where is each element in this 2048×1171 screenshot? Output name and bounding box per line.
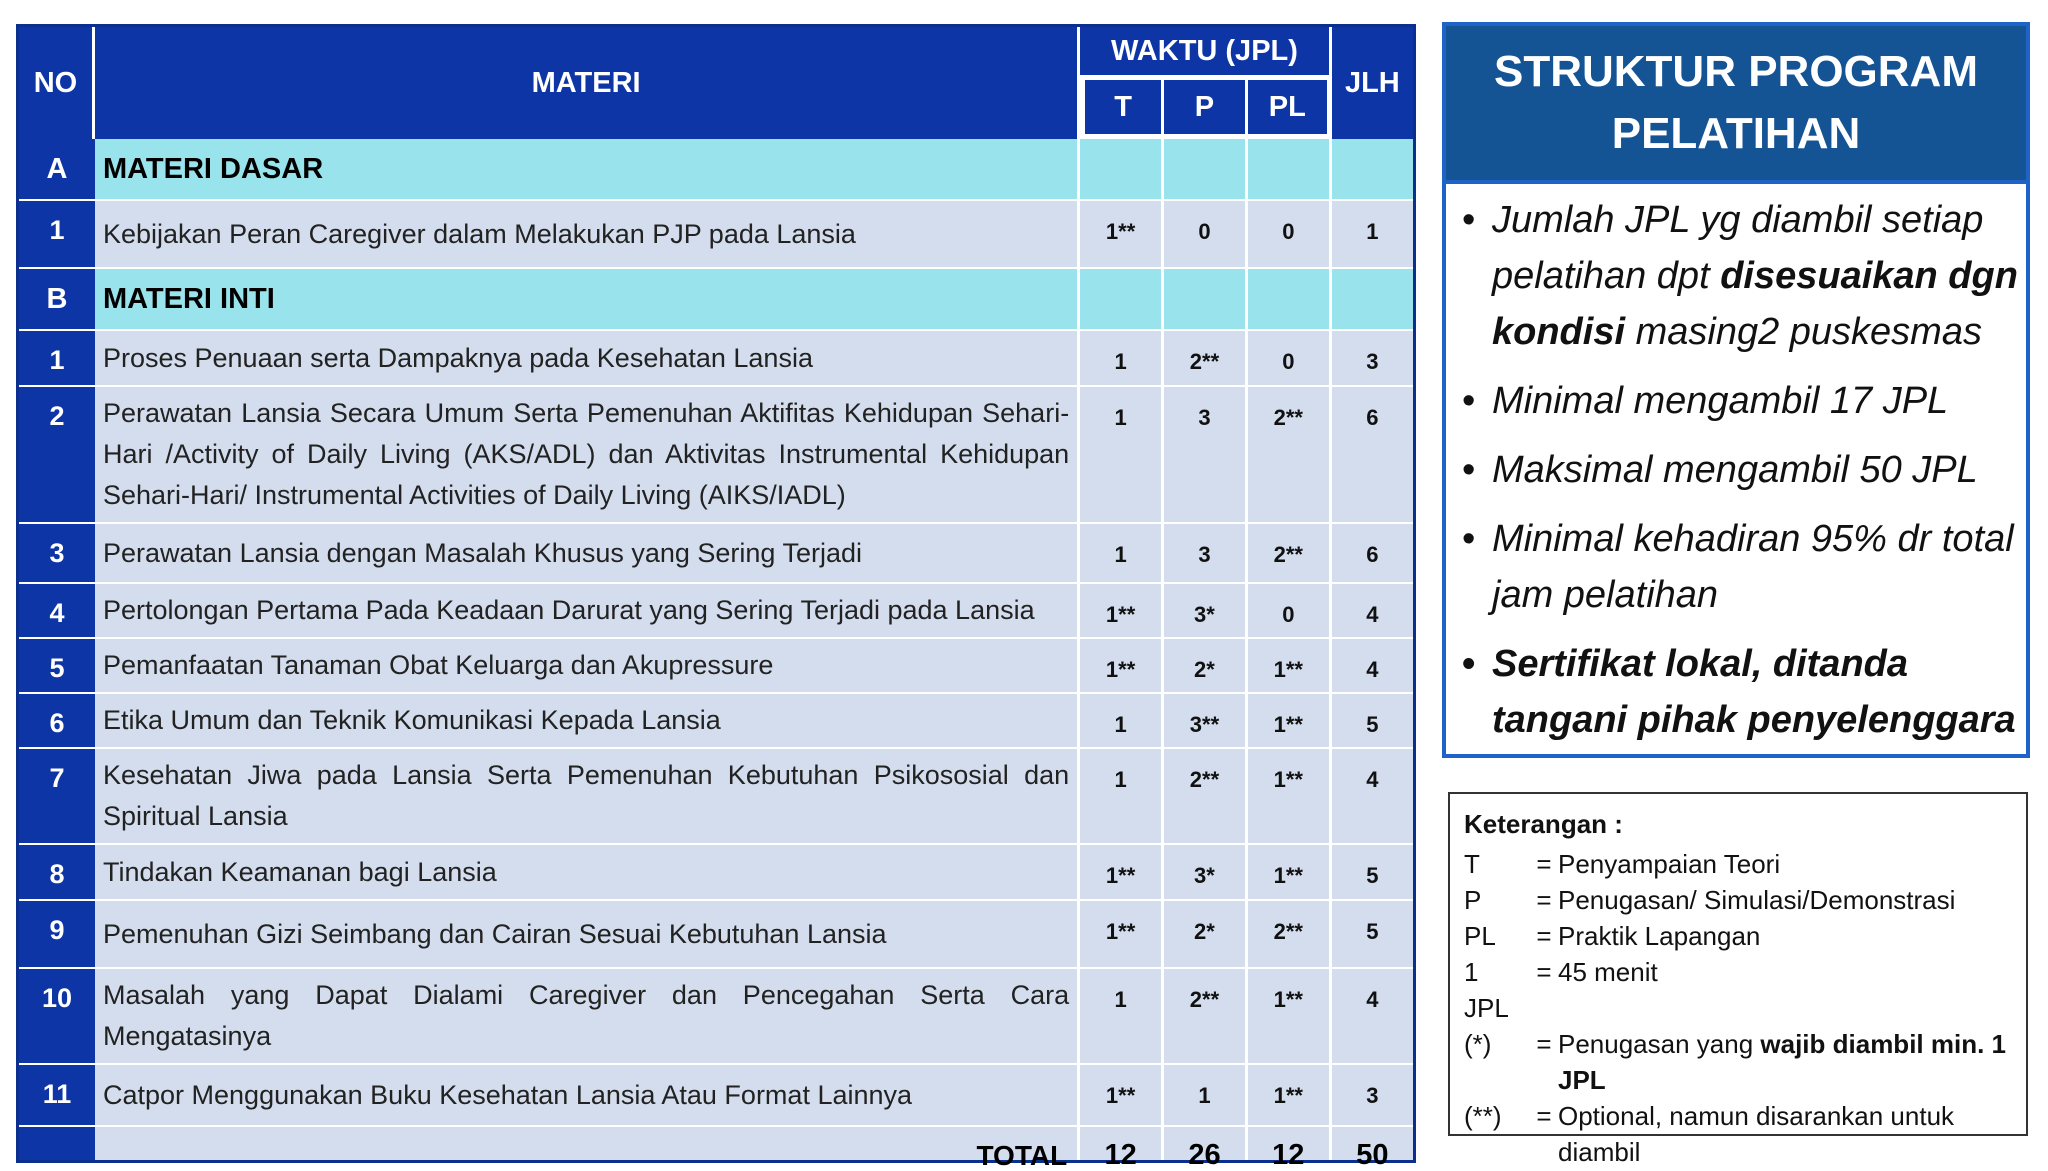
legend-equals: = (1536, 957, 1552, 987)
total-label-cell (95, 1127, 1080, 1171)
row-materi: Pemenuhan Gizi Seimbang dan Cairan Sesuai Kebutuhan Lansia (95, 901, 1080, 969)
legend-key: T (1464, 849, 1480, 879)
program-item (1462, 442, 2018, 498)
section-cell (1080, 139, 1164, 201)
row-p: 3 (1164, 387, 1248, 524)
row-pl: 1** (1248, 969, 1332, 1065)
row-number: 2 (19, 387, 95, 524)
row-t: 1 (1080, 969, 1164, 1065)
section-cell (1248, 139, 1332, 201)
program-item-text: Jumlah JPL yg diambil setiap pelatihan dpt (1492, 199, 1984, 297)
total-t: 12 (1104, 1139, 1137, 1171)
row-p: 1 (1164, 1065, 1248, 1127)
legend-row (1464, 918, 2012, 954)
row-number: 11 (19, 1065, 95, 1127)
header-no: NO (19, 27, 95, 139)
legend-desc (1558, 1026, 2012, 1098)
total-number-cell (19, 1127, 95, 1160)
legend-desc: Penugasan/ Simulasi/Demonstrasi (1558, 885, 1956, 915)
row-t: 1 (1080, 694, 1164, 749)
table-row (19, 749, 1413, 845)
row-jlh: 1 (1332, 201, 1413, 269)
row-pl: 0 (1248, 201, 1332, 269)
row-number: 4 (19, 584, 95, 639)
section-cell (1164, 269, 1248, 331)
header-pl: PL (1248, 75, 1332, 139)
legend-desc: Optional, namun disarankan untuk diambil (1558, 1101, 1955, 1167)
row-materi: Tindakan Keamanan bagi Lansia (95, 845, 1080, 901)
legend-row (1464, 1026, 2012, 1098)
row-pl: 0 (1248, 331, 1332, 387)
row-number: 3 (19, 524, 95, 584)
section-row (19, 139, 1413, 201)
row-number: 9 (19, 901, 95, 969)
header-waktu: WAKTU (JPL) (1080, 27, 1332, 75)
row-materi: Etika Umum dan Teknik Komunikasi Kepada Lansia (95, 694, 1080, 749)
row-jlh: 3 (1332, 1065, 1413, 1127)
row-materi: Catpor Menggunakan Buku Kesehatan Lansia Atau Format Lainnya (95, 1065, 1080, 1127)
legend-box (1448, 792, 2028, 1167)
row-t: 1 (1080, 331, 1164, 387)
program-item-text: masing2 puskesmas (1625, 311, 1982, 353)
table-row (19, 639, 1413, 694)
total-pl-cell (1248, 1127, 1332, 1171)
row-pl: 1** (1248, 845, 1332, 901)
row-t: 1** (1080, 639, 1164, 694)
row-pl: 2** (1248, 524, 1332, 584)
row-p: 2** (1164, 331, 1248, 387)
program-item-text: Sertifikat lokal, ditanda tangani pihak penyelenggara (1492, 643, 2016, 741)
table-row (19, 584, 1413, 639)
row-materi: Perawatan Lansia dengan Masalah Khusus yang Sering Terjadi (95, 524, 1080, 584)
header-jlh: JLH (1332, 27, 1413, 139)
row-materi: Kesehatan Jiwa pada Lansia Serta Pemenuhan Kebutuhan Psikososial dan Spiritual Lansia (95, 749, 1080, 845)
legend-equals: = (1536, 1029, 1552, 1059)
program-item-emphasis: disesuaikan dgn kondisi (1492, 255, 2018, 353)
total-row (19, 1127, 1413, 1160)
row-number: 7 (19, 749, 95, 845)
legend-desc-emphasis: wajib diambil min. 1 JPL (1558, 1029, 2006, 1095)
program-list (1446, 184, 2026, 748)
section-cell (1332, 139, 1413, 201)
section-cell (1332, 269, 1413, 331)
row-jlh: 6 (1332, 524, 1413, 584)
row-t: 1 (1080, 749, 1164, 845)
program-item (1462, 192, 2018, 360)
row-pl: 1** (1248, 749, 1332, 845)
header-materi: MATERI (95, 27, 1080, 139)
program-structure-box (1442, 22, 2030, 758)
bullet-icon: • (1462, 518, 1476, 560)
curriculum-table (16, 24, 1416, 1171)
table-row (19, 331, 1413, 387)
program-item (1462, 373, 2018, 429)
row-number: 1 (19, 331, 95, 387)
section-cell (1164, 139, 1248, 201)
row-jlh: 4 (1332, 749, 1413, 845)
row-pl: 0 (1248, 584, 1332, 639)
total-p: 26 (1188, 1139, 1221, 1171)
program-title-line1: STRUKTUR PROGRAM (1494, 47, 1978, 96)
program-title (1446, 26, 2026, 184)
row-pl: 2** (1248, 901, 1332, 969)
bullet-icon: • (1462, 449, 1476, 491)
section-label: B (19, 269, 95, 331)
row-jlh: 5 (1332, 845, 1413, 901)
program-item (1462, 511, 2018, 623)
legend-desc: Praktik Lapangan (1558, 921, 1761, 951)
legend-desc: 45 menit (1558, 957, 1658, 987)
legend-equals: = (1536, 1101, 1552, 1131)
total-label: TOTAL (976, 1140, 1068, 1171)
legend-key: 1 JPL (1464, 957, 1509, 1023)
section-label: A (19, 139, 95, 201)
row-number: 10 (19, 969, 95, 1065)
legend-desc: Penyampaian Teori (1558, 849, 1781, 879)
total-jlh: 50 (1356, 1139, 1389, 1171)
row-number: 8 (19, 845, 95, 901)
row-jlh: 4 (1332, 639, 1413, 694)
legend-key: (*) (1464, 1029, 1492, 1059)
row-pl: 1** (1248, 694, 1332, 749)
row-t: 1 (1080, 387, 1164, 524)
table-row (19, 901, 1413, 969)
row-materi: Proses Penuaan serta Dampaknya pada Kesehatan Lansia (95, 331, 1080, 387)
row-pl: 2** (1248, 387, 1332, 524)
row-p: 3 (1164, 524, 1248, 584)
total-p-cell (1164, 1127, 1248, 1171)
row-p: 3** (1164, 694, 1248, 749)
row-pl: 1** (1248, 1065, 1332, 1127)
header-p: P (1164, 75, 1248, 139)
bullet-icon: • (1462, 380, 1476, 422)
legend-equals: = (1536, 921, 1552, 951)
row-number: 5 (19, 639, 95, 694)
row-t: 1** (1080, 845, 1164, 901)
table-row (19, 524, 1413, 584)
row-materi: Perawatan Lansia Secara Umum Serta Pemenuhan Aktifitas Kehidupan Sehari-Hari /Activity of Daily Living (AKS/ADL) dan Aktivitas Instrumental Kehidupan Sehari-Hari/ Instrumental Activities of Daily Living (AIKS/IADL) (95, 387, 1080, 524)
section-title: MATERI INTI (95, 269, 1080, 331)
bullet-icon: • (1462, 199, 1476, 241)
legend-row (1464, 954, 2012, 1026)
row-p: 2* (1164, 901, 1248, 969)
program-item-text: Maksimal mengambil 50 JPL (1492, 449, 1978, 491)
table-row (19, 1065, 1413, 1127)
row-p: 3* (1164, 584, 1248, 639)
row-materi: Pertolongan Pertama Pada Keadaan Darurat yang Sering Terjadi pada Lansia (95, 584, 1080, 639)
section-cell (1080, 269, 1164, 331)
legend-desc-text: Penugasan yang (1558, 1029, 1761, 1059)
section-row (19, 269, 1413, 331)
row-jlh: 4 (1332, 969, 1413, 1065)
row-jlh: 5 (1332, 694, 1413, 749)
program-item (1462, 636, 2018, 748)
table-row (19, 387, 1413, 524)
row-p: 2* (1164, 639, 1248, 694)
table-row (19, 845, 1413, 901)
program-title-line2: PELATIHAN (1611, 109, 1861, 158)
total-jlh-cell (1332, 1127, 1413, 1171)
row-jlh: 4 (1332, 584, 1413, 639)
table-row (19, 969, 1413, 1065)
legend-row (1464, 882, 2012, 918)
legend-key: (**) (1464, 1101, 1502, 1131)
legend-key: P (1464, 885, 1482, 915)
bullet-icon: • (1462, 643, 1476, 685)
row-t: 1** (1080, 201, 1164, 269)
table-row (19, 201, 1413, 269)
row-jlh: 5 (1332, 901, 1413, 969)
total-t-cell (1080, 1127, 1164, 1171)
legend-row (1464, 846, 2012, 882)
row-jlh: 3 (1332, 331, 1413, 387)
row-t: 1** (1080, 901, 1164, 969)
row-number: 6 (19, 694, 95, 749)
row-materi: Masalah yang Dapat Dialami Caregiver dan Pencegahan Serta Cara Mengatasinya (95, 969, 1080, 1065)
row-t: 1 (1080, 524, 1164, 584)
legend-title: Keterangan : (1464, 809, 1623, 839)
header-t: T (1080, 75, 1164, 139)
row-p: 2** (1164, 749, 1248, 845)
row-materi: Pemanfaatan Tanaman Obat Keluarga dan Akupressure (95, 639, 1080, 694)
row-p: 2** (1164, 969, 1248, 1065)
row-pl: 1** (1248, 639, 1332, 694)
legend-row (1464, 1098, 2012, 1170)
row-t: 1** (1080, 584, 1164, 639)
row-jlh: 6 (1332, 387, 1413, 524)
row-p: 3* (1164, 845, 1248, 901)
section-title: MATERI DASAR (95, 139, 1080, 201)
legend-equals: = (1536, 885, 1552, 915)
row-materi: Kebijakan Peran Caregiver dalam Melakukan PJP pada Lansia (95, 201, 1080, 269)
row-t: 1** (1080, 1065, 1164, 1127)
total-pl: 12 (1272, 1139, 1305, 1171)
section-cell (1248, 269, 1332, 331)
row-number: 1 (19, 201, 95, 269)
legend-key: PL (1464, 921, 1496, 951)
row-p: 0 (1164, 201, 1248, 269)
table-row (19, 694, 1413, 749)
legend-equals: = (1536, 849, 1552, 879)
program-item-text: Minimal kehadiran 95% dr total jam pelatihan (1492, 518, 2014, 616)
program-item-text: Minimal mengambil 17 JPL (1492, 380, 1949, 422)
